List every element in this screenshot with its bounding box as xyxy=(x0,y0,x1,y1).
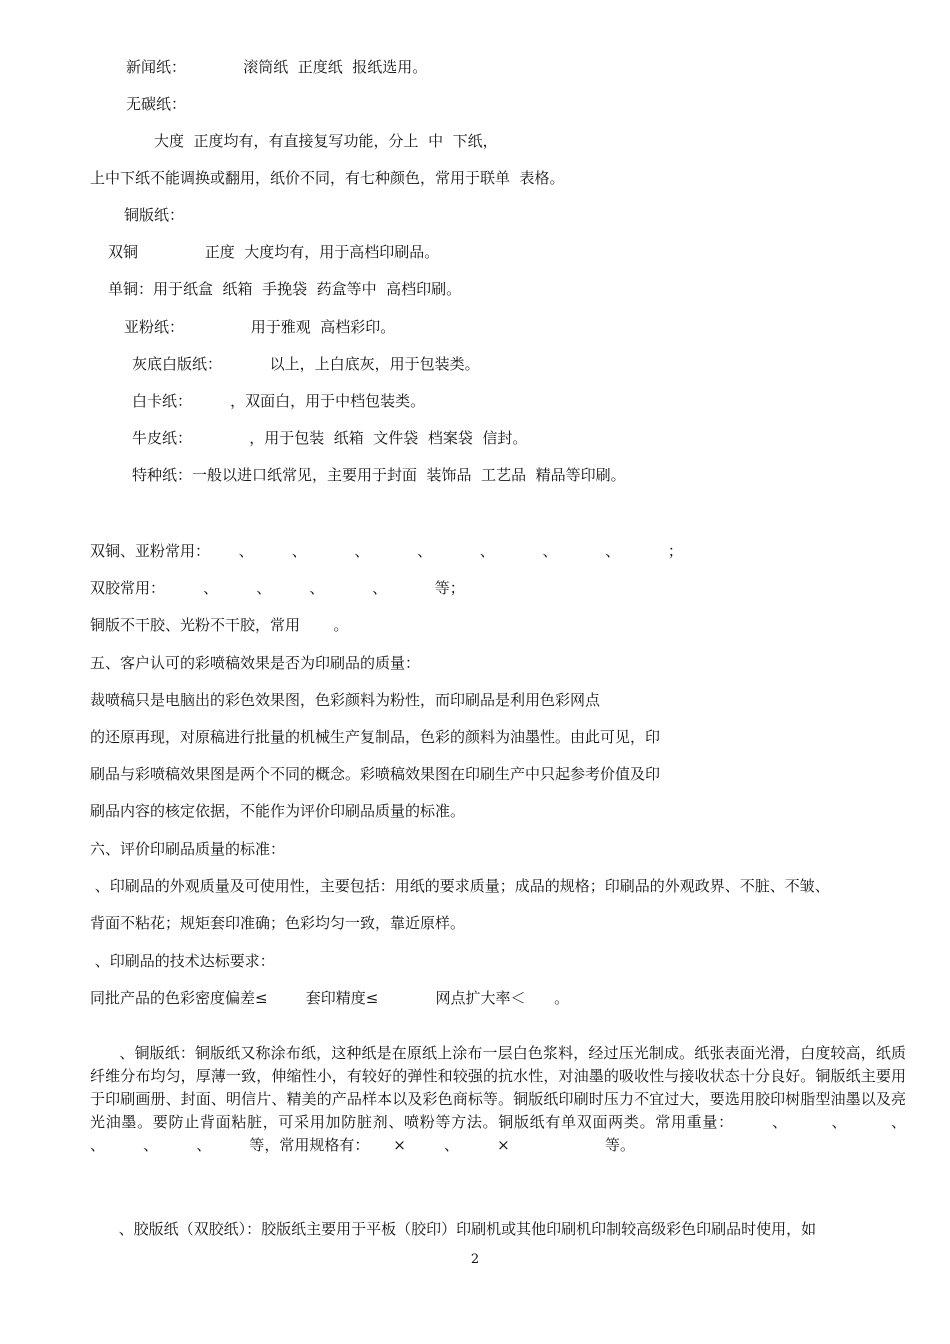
text-line: 、印刷品的外观质量及可使用性，主要包括：用纸的要求质量；成品的规格；印刷品的外观政界、不脏、不皱、 xyxy=(90,877,830,895)
paragraph-coated-paper: 、铜版纸：铜版纸又称涂布纸，这种纸是在原纸上涂布一层白色浆料，经过压光制成。纸张表面光滑，白度较高，纸质纤维分布均匀，厚薄一致，伸缩性小，有较好的弹性和较强的抗水性，对油墨的吸收性与接收状态十分良好。铜版纸主要用于印刷画册、封面、明信片、精美的产品样本以及彩色商标等。铜版纸印刷时压力不宜过大，要选用胶印树脂型油墨以及亮光油墨。要防止背面粘脏，可采用加防脏剂、喷粉等方法。铜版纸有单双面两类。常用重量： 、 、 、 、 、 、 等，常用规格有： × 、 × 等。 xyxy=(90,1044,945,1154)
text-line: 双铜、亚粉常用： 、 、 、 、 、 、 、 ； xyxy=(90,542,683,560)
page-number: 2 xyxy=(470,1252,480,1267)
text-line: 亚粉纸： 用于雅观 高档彩印。 xyxy=(124,318,396,336)
text-line: 的还原再现，对原稿进行批量的机械生产复制品，色彩的颜料为油墨性。由此可见，印 xyxy=(90,728,661,746)
text-line: 白卡纸： ，双面白，用于中档包装类。 xyxy=(132,392,426,410)
text-line: 同批产品的色彩密度偏差≤ 套印精度≤ 网点扩大率＜ 。 xyxy=(90,989,570,1007)
text-line: 背面不粘花；规矩套印准确；色彩均匀一致，靠近原样。 xyxy=(90,914,466,932)
text-line: 铜版不干胶、光粉不干胶，常用 。 xyxy=(90,616,349,634)
paragraph-offset-paper: 、胶版纸（双胶纸）：胶版纸主要用于平板（胶印）印刷机或其他印刷机印制较高级彩色印刷品时使用，如 xyxy=(90,1220,817,1238)
text-line: 裁喷稿只是电脑出的彩色效果图，色彩颜料为粉性，而印刷品是利用色彩网点 xyxy=(90,691,601,709)
text-line: 灰底白版纸： 以上，上白底灰，用于包装类。 xyxy=(132,355,480,373)
text-line: 特种纸：一般以进口纸常见，主要用于封面 装饰品 工艺品 精品等印刷。 xyxy=(132,466,626,484)
text-line: 大度 正度均有，有直接复写功能，分上 中 下纸， xyxy=(154,132,498,150)
text-line: 刷品与彩喷稿效果图是两个不同的概念。彩喷稿效果图在印刷生产中只起参考价值及印 xyxy=(90,765,661,783)
section-heading: 六、评价印刷品质量的标准： xyxy=(90,840,286,858)
text-line: 单铜：用于纸盒 纸箱 手挽袋 药盒等中 高档印刷。 xyxy=(108,280,462,298)
text-line: 铜版纸： xyxy=(124,206,185,224)
section-heading: 五、客户认可的彩喷稿效果是否为印刷品的质量： xyxy=(90,654,421,672)
text-line: 新闻纸： 滚筒纸 正度纸 报纸选用。 xyxy=(126,58,428,76)
text-line: 双铜 正度 大度均有，用于高档印刷品。 xyxy=(108,243,440,261)
text-line: 双胶常用： 、 、 、 、 等； xyxy=(90,579,465,597)
text-line: 无碳纸： xyxy=(126,95,187,113)
text-line: 刷品内容的核定依据，不能作为评价印刷品质量的标准。 xyxy=(90,802,466,820)
text-line: 牛皮纸： ，用于包装 纸箱 文件袋 档案袋 信封。 xyxy=(132,429,528,447)
text-line: 上中下纸不能调换或翻用，纸价不同，有七种颜色，常用于联单 表格。 xyxy=(90,169,565,187)
text-line: 、印刷品的技术达标要求： xyxy=(90,952,275,970)
